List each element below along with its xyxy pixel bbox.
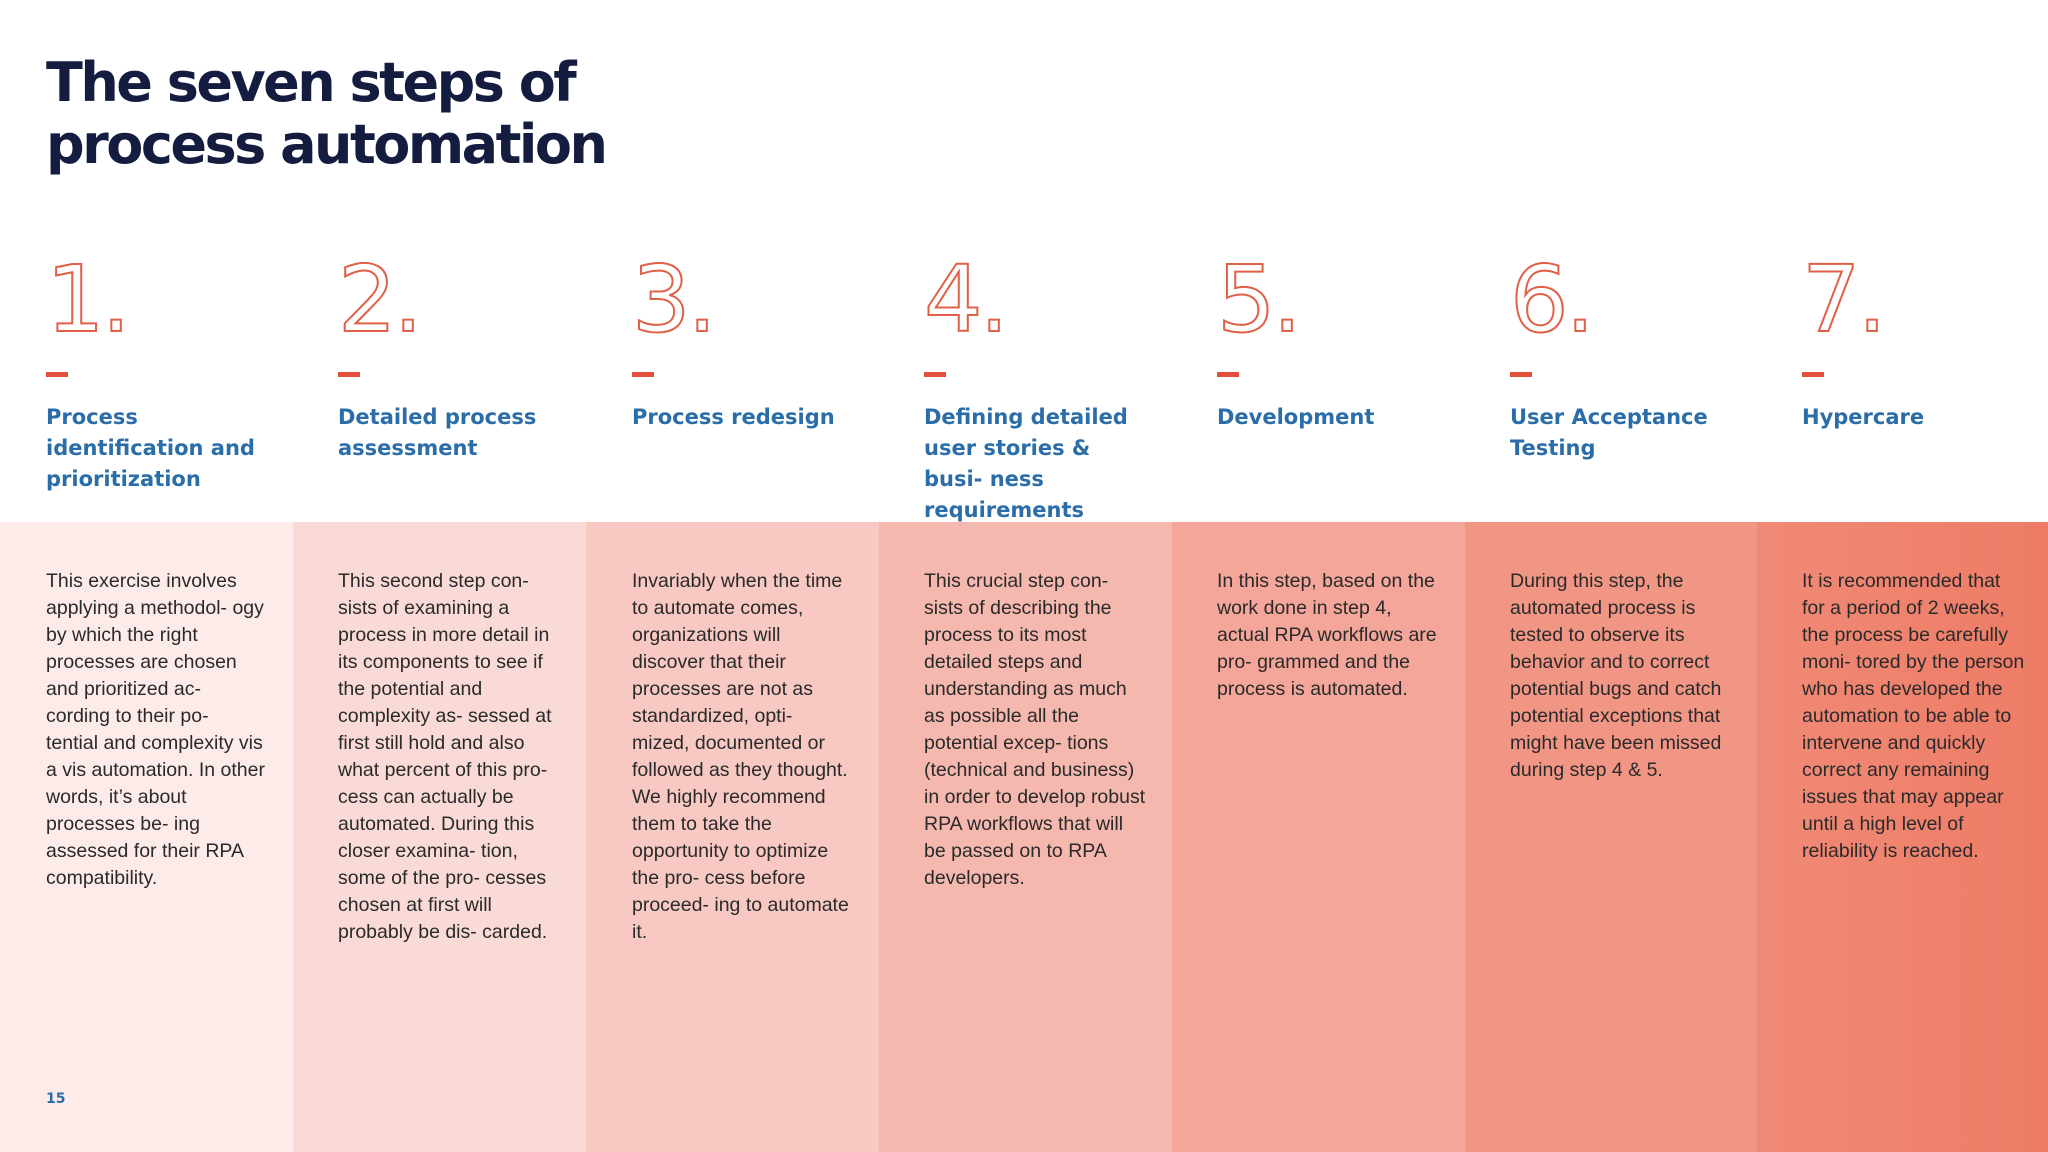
step-6-description: During this step, the automated process is tested to observe its behavior and to correct potential bugs and catch potential exceptions that might have been missed during step 4 & 5. [1510,570,1722,781]
step-6-dash [1510,372,1532,377]
step-7-dash [1802,372,1824,377]
step-3-description: Invariably when the time to automate comes, organizations will discover that their processes are not as standardized, opti- mized, documented or followed as they thought. We highly recommend them to take the opportunity to optimize the pro- cess before proceed- ing to automate it. [632,570,849,943]
step-2-title: Detailed process assessment [338,405,537,460]
step-4-dash [924,372,946,377]
step-4-title: Defining detailed user stories & busi- ness requirements [924,405,1128,522]
page-title-line-1: The seven steps of [46,51,575,114]
step-3-number: 3. [632,246,714,353]
step-3-title: Process redesign [632,405,835,429]
step-1-title: Process identification and prioritization [46,405,255,491]
step-6-number: 6. [1510,246,1592,353]
page-title [46,52,605,176]
step-1-description: This exercise involves applying a methodol- ogy by which the right processes are chosen and prioritized ac- cording to their po- tential and complexity vis a vis automation. In other words, it’s about processes be- ing assessed for their RPA compatibility. [46,570,265,889]
step-2-dash [338,372,360,377]
step-7-title: Hypercare [1802,405,1925,429]
step-4-number: 4. [924,246,1006,353]
step-4-description: This crucial step con- sists of describing the process to its most detailed steps and understanding as much as possible all the potential excep- tions (technical and business) in order to develop robust RPA workflows that will be passed on to RPA developers. [924,570,1146,889]
step-7-description: It is recommended that for a period of 2 weeks, the process be carefully moni- tored by the person who has developed the automation to be able to intervene and quickly correct any remaining issues that may appear until a high level of reliability is reached. [1802,570,2025,862]
step-6-title: User Acceptance Testing [1510,405,1708,460]
page-title-line-2: process automation [46,113,606,176]
step-5-description: In this step, based on the work done in step 4, actual RPA workflows are pro- grammed and the process is automated. [1217,570,1437,700]
page-number: 15 [46,1091,66,1107]
step-5-dash [1217,372,1239,377]
step-3-dash [632,372,654,377]
step-1-number: 1. [46,246,128,353]
step-5-title: Development [1217,405,1375,429]
step-5-number: 5. [1217,246,1299,353]
step-7-number: 7. [1802,246,1884,353]
step-1-dash [46,372,68,377]
step-2-description: This second step con- sists of examining a process in more detail in its components to see if the potential and complexity as- sessed at first still hold and also what percent of this pro- cess can actually be automated. During this closer examina- tion, some of the pro- cesses chosen at first will probably be dis- carded. [338,570,552,943]
step-2-number: 2. [338,246,420,353]
